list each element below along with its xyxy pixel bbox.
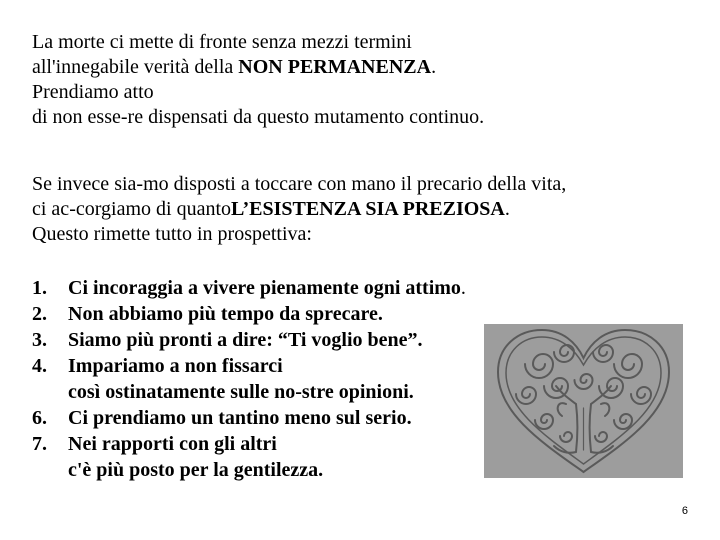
list-number: 6.	[32, 407, 47, 429]
list-item-continuation: così ostinatamente sulle no-stre opinioni.	[68, 381, 414, 403]
list-item	[32, 353, 466, 405]
ornamental-heart-tree-icon	[484, 324, 683, 478]
text-line: La morte ci mette di fronte senza mezzi termini	[32, 31, 412, 53]
list-item-text: Siamo più pronti a dire: “Ti voglio bene”.	[68, 329, 423, 351]
emphasis-text: L’ESISTENZA SIA PREZIOSA	[231, 198, 505, 220]
list-item-text: Nei rapporti con gli altri	[68, 433, 277, 455]
emphasis-text: NON PERMANENZA	[238, 56, 432, 78]
text-line	[32, 55, 484, 80]
list-item-continuation: c'è più posto per la gentilezza.	[68, 459, 324, 481]
list-number: 2.	[32, 303, 47, 325]
text-line	[32, 197, 566, 222]
text-fragment: .	[431, 56, 437, 78]
list-item-text: Impariamo a non fissarci	[68, 355, 283, 377]
heart-tree-image	[484, 324, 683, 478]
text-fragment: ci ac-corgiamo di quanto	[32, 198, 232, 220]
benefits-list	[32, 275, 466, 483]
list-item	[32, 301, 466, 327]
list-item-tail: .	[460, 277, 466, 299]
second-paragraph	[32, 172, 566, 247]
list-item	[32, 275, 466, 301]
list-number: 7.	[32, 433, 47, 455]
text-fragment: .	[504, 198, 510, 220]
list-number: 4.	[32, 355, 47, 377]
text-fragment: all'innegabile verità della	[32, 56, 239, 78]
text-line: Prendiamo atto	[32, 81, 154, 103]
list-item	[32, 327, 466, 353]
text-line: Se invece sia-mo disposti a toccare con mano il precario della vita,	[32, 173, 567, 195]
list-item	[32, 431, 466, 483]
page-number: 6	[681, 505, 688, 517]
text-line: di non esse-re dispensati da questo mutamento continuo.	[32, 106, 485, 128]
intro-paragraph	[32, 30, 484, 130]
list-number: 1.	[32, 277, 47, 299]
list-item-text: Non abbiamo più tempo da sprecare.	[68, 303, 383, 325]
list-item-text: Ci prendiamo un tantino meno sul serio.	[68, 407, 412, 429]
list-number: 3.	[32, 329, 47, 351]
list-item-text: Ci incoraggia a vivere pienamente ogni attimo	[68, 277, 461, 299]
text-line: Questo rimette tutto in prospettiva:	[32, 223, 312, 245]
list-item	[32, 405, 466, 431]
